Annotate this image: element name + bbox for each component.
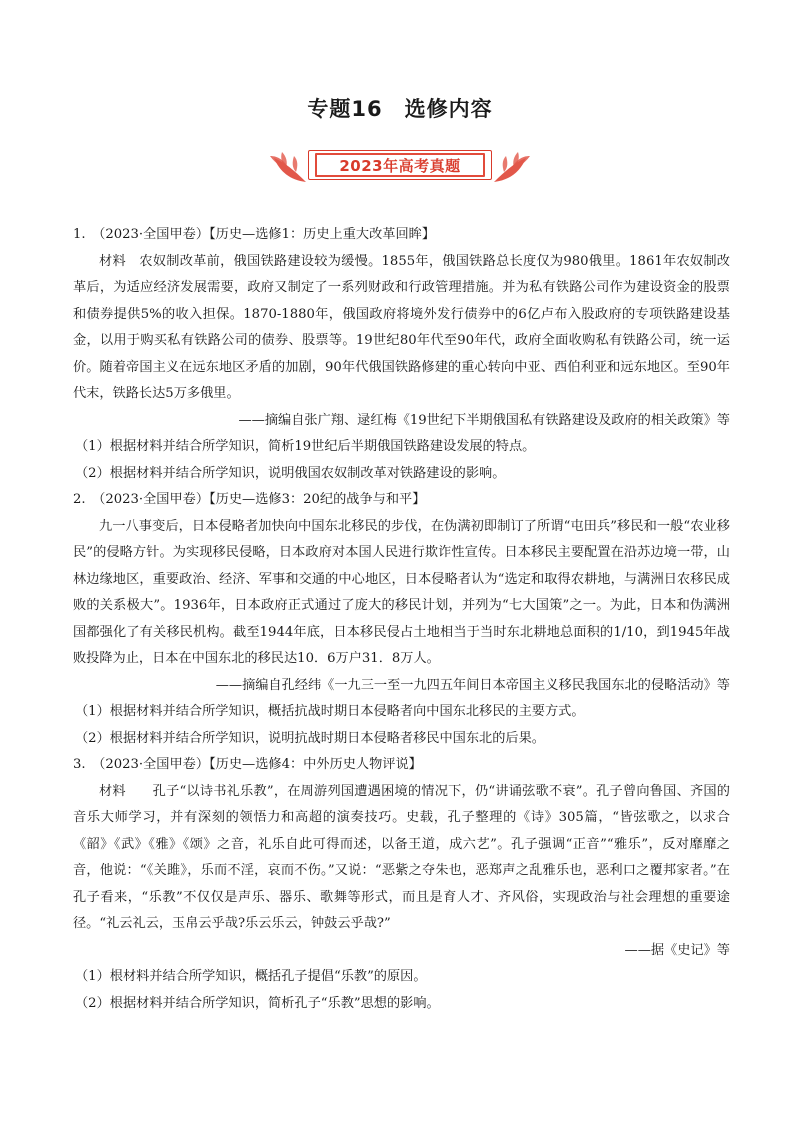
- material-paragraph: 材料 孔子“以诗书礼乐教”，在周游列国遭遇困境的情况下，仍“讲诵弦歌不衰”。孔子曾向鲁国、齐国的音乐大师学习，并有深刻的领悟力和高超的演奏技巧。史载，孔子整理的《诗》305篇，“皆弦歌之，以求合《韶》《武》《雅》《颂》之音，礼乐自此可得而述，以备王道，成六艺”。孔子强调“正音”“雅乐”，反对靡靡之音，他说：“《关雎》，乐而不淫，哀而不伤。”又说：“恶紫之夺朱也，恶郑声之乱雅乐也，恶利口之覆邦家者。”在孔子看来，“乐教”不仅仅是声乐、器乐、歌舞等形式，而且是育人才、齐风俗，实现政治与社会理想的重要途径。“礼云礼云，玉帛云乎哉?乐云乐云，钟鼓云乎哉?”: [73, 783, 730, 931]
- question-1: [73, 222, 730, 487]
- material-paragraph: 九一八事变后，日本侵略者加快向中国东北移民的步伐，在伪满初即制订了所谓“屯田兵”移民和一般“农业移民”的侵略方针。为实现移民侵略，日本政府对本国人民进行欺诈性宣传。日本移民主要配置在沿苏边境一带，山林边缘地区，重要政治、经济、军事和交通的中心地区，日本侵略者认为“选定和取得农耕地，与满洲日农移民成败的关系极大”。1936年，日本政府正式通过了庞大的移民计划，并列为“七大国策”之一。为此，日本和伪满洲国都强化了有关移民机构。截至1944年底，日本移民侵占土地相当于当时东北耕地总面积的1/10，到1945年战败投降为止，日本在中国东北的移民达10．6万户31．8万人。: [73, 518, 730, 666]
- sub-question-2: （2）根据材料并结合所学知识，说明抗战时期日本侵略者移民中国东北的后果。: [75, 730, 545, 746]
- question-2: [73, 487, 730, 752]
- sub-question-1: （1）根材料并结合所学知识，概括孔子提倡“乐教”的原因。: [75, 969, 427, 984]
- sub-question-2: （2）根据材料并结合所学知识，说明俄国农奴制改革对铁路建设的影响。: [75, 465, 506, 481]
- banner-label: 2023年高考真题: [315, 153, 485, 177]
- material-paragraph: 材料 农奴制改革前，俄国铁路建设较为缓慢。1855年，俄国铁路总长度仅为980俄里。1861年农奴制改革后，为适应经济发展需要，政府又制定了一系列财政和行政管理措施。并为私有铁路公司作为建设资金的股票和债券提供5%的收入担保。1870-1880年，俄国政府将境外发行债券中的6亿卢布入股政府的专项铁路建设基金，以用于购买私有铁路公司的债券、股票等。19世纪80年代至90年代，政府全面收购私有铁路公司，统一运价。随着帝国主义在远东地区矛盾的加剧，90年代俄国铁路修建的重心转向中亚、西伯利亚和远东地区。至90年代末，铁路长达5万多俄里。: [73, 253, 730, 401]
- section-banner: [260, 146, 540, 186]
- banner-frame: [308, 150, 492, 180]
- question-heading: 3. （2023·全国甲卷）【历史—选修4：中外历史人物评说】: [73, 757, 422, 772]
- sub-question-1: （1）根据材料并结合所学知识，简析19世纪后半期俄国铁路建设发展的特点。: [75, 439, 536, 454]
- sub-question-1: （1）根据材料并结合所学知识，概括抗战时期日本侵略者向中国东北移民的主要方式。: [75, 704, 585, 719]
- sub-question-2: （2）根据材料并结合所学知识，简析孔子“乐教”思想的影响。: [75, 995, 440, 1011]
- source-citation: ——摘编自张广翔、逯红梅《19世纪下半期俄国私有铁路建设及政府的相关政策》等: [238, 412, 730, 428]
- question-heading: 1. （2023·全国甲卷）【历史—选修1：历史上重大改革回眸】: [73, 227, 436, 242]
- document-body: [73, 222, 730, 1017]
- question-3: [73, 752, 730, 1017]
- source-citation: ——据《史记》等: [624, 942, 730, 958]
- question-heading: 2. （2023·全国甲卷）【历史—选修3：20纪的战争与和平】: [73, 492, 426, 507]
- page-title: 专题16 选修内容: [307, 97, 493, 121]
- source-citation: ——摘编自孔经纬《一九三一至一九四五年间日本帝国主义移民我国东北的侵略活动》等: [215, 677, 730, 693]
